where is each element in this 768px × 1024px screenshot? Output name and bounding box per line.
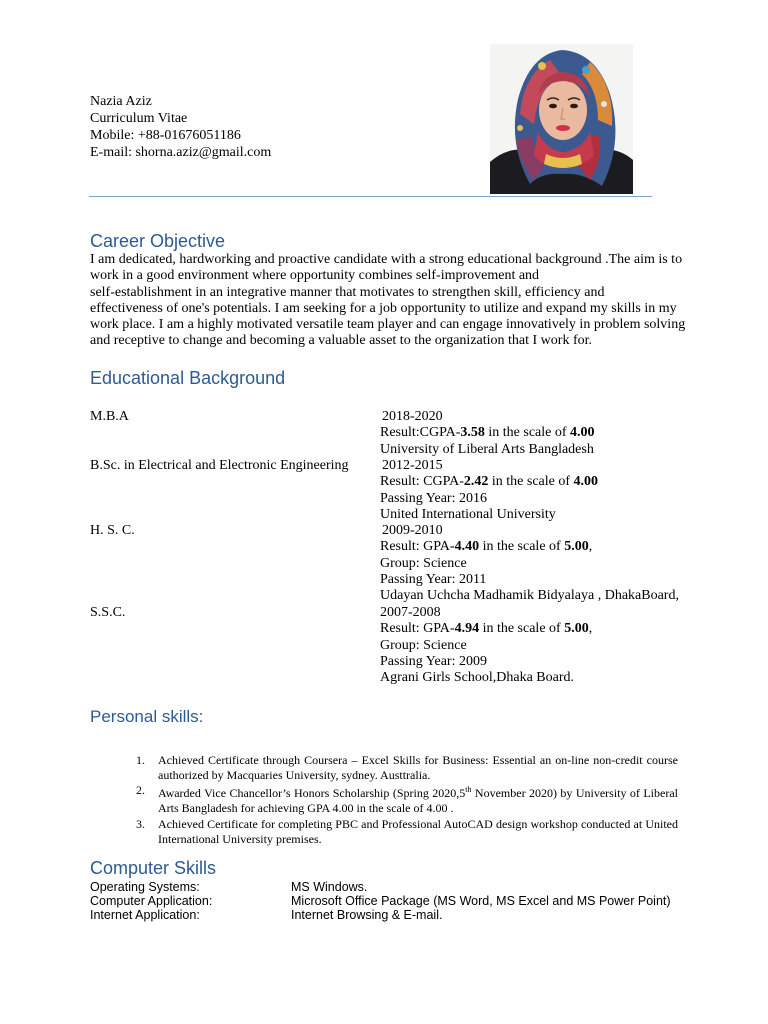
education-years: 2018-2020 [382,409,443,424]
career-objective-line: work in a good environment where opportunity combines self-improvement and [90,268,540,284]
personal-skills-heading: Personal skills: [90,707,204,726]
list-item-text-main: Achieved Certificate through Coursera – Excel Skills for Business: Essential an on-line non-credit course authorized by Macquaries University, sydney. Austtralia. [158,753,678,782]
computer-skill-value: Internet Browsing & E-mail. [291,908,443,922]
computer-skill-value: Microsoft Office Package (MS Word, MS Excel and MS Power Point) [291,894,671,908]
education-detail-line: Group: Science [380,555,467,571]
result-prefix: Result: CGPA- [380,474,464,490]
computer-skill-label: Computer Application: [90,894,213,908]
list-item [136,753,678,782]
education-detail-line: Passing Year: 2009 [380,653,487,669]
computer-skill-label: Internet Application: [90,908,200,922]
result-prefix: Result: GPA- [380,539,455,555]
result-value: 2.42 [463,474,489,490]
document-title: Curriculum Vitae [90,111,188,126]
list-item-text-main: Awarded Vice Chancellor’s Honors Scholarship (Spring 2020,5 [158,786,466,801]
list-item [136,783,678,815]
education-degree: B.Sc. in Electrical and Electronic Engineering [90,458,349,473]
result-value: 3.58 [460,425,485,441]
education-detail-line: University of Liberal Arts Bangladesh [380,441,594,457]
result-scale: 4.00 [573,474,599,490]
career-objective-line: effectiveness of one's potentials. I am seeking for a job opportunity to utilize and expand my skills in my [90,300,677,316]
education-result [380,621,592,637]
portrait-photo-illustration [490,44,633,194]
career-objective-text [90,252,686,350]
education-details [380,458,598,523]
personal-skills-list [136,753,678,847]
education-details [380,523,679,604]
computer-skills-heading: Computer Skills [90,858,217,878]
career-objective-line: self-establishment in an integrative manner that motivates to strengthen skill, efficiency and [90,284,605,300]
education-years: 2009-2010 [382,523,443,538]
computer-skill-value: MS Windows. [291,880,368,894]
education-years: 2012-2015 [382,458,443,473]
education-degree: H. S. C. [90,523,135,538]
list-item-number: 2. [136,783,145,798]
career-objective-line: I am dedicated, hardworking and proactive candidate with a strong educational background .The aim is to [90,252,683,267]
result-scale: 5.00 [564,621,589,637]
education-detail-line: Passing Year: 2016 [380,490,487,506]
list-item-number: 1. [136,753,145,767]
education-degree: S.S.C. [90,605,126,620]
education-detail-line: United International University [380,506,556,522]
list-item-text [158,817,678,846]
computer-skill-row [90,908,443,922]
result-scale: 5.00 [564,539,589,555]
result-prefix: Result: GPA- [380,621,455,637]
result-suffix: , [588,621,593,637]
education-detail-line: Udayan Uchcha Madhamik Bidyalaya , DhakaBoard, [380,588,679,604]
education-detail-line: Passing Year: 2011 [380,571,487,587]
applicant-name: Nazia Aziz [90,94,152,109]
portrait-photo [490,44,633,194]
result-value: 4.94 [454,621,480,637]
education-result [380,425,595,441]
education-details [380,605,592,686]
result-suffix: , [588,539,593,555]
education-years: 2007-2008 [380,605,441,620]
email-address: E-mail: shorna.aziz@gmail.com [90,145,272,160]
result-mid: in the scale of [479,621,565,637]
computer-skill-row [90,894,671,908]
education-result [380,539,679,555]
education-degree: M.B.A [90,409,129,424]
education-detail-line: Group: Science [380,637,467,653]
result-value: 4.40 [454,539,480,555]
career-objective-line: work place. I am a highly motivated versatile team player and can engage innovatively in problem solving [90,317,686,333]
education-heading: Educational Background [90,368,286,388]
result-mid: in the scale of [488,474,574,490]
education-detail-line: Agrani Girls School,Dhaka Board. [380,670,575,686]
mobile-number: Mobile: +88-01676051186 [90,128,241,143]
contact-block [90,93,271,161]
result-prefix: Result:CGPA- [380,425,461,441]
education-details [380,409,595,458]
list-item [136,817,678,846]
result-mid: in the scale of [479,539,565,555]
career-objective-heading: Career Objective [90,231,226,251]
result-scale: 4.00 [570,425,595,441]
list-item-number: 3. [136,816,145,831]
career-objective-line: and receptive to change and becoming a valuable asset to the organization that I work for. [90,333,593,349]
result-mid: in the scale of [484,425,571,441]
list-item-text [158,753,678,782]
computer-skill-label: Operating Systems: [90,880,200,894]
ordinal-superscript: th [465,785,472,795]
education-result [380,474,598,490]
list-item-text [158,783,678,815]
list-item-text-main: Achieved Certificate for completing PBC and Professional AutoCAD design workshop conducted at United International University premises. [158,816,678,846]
computer-skill-row [90,880,368,894]
list-item-text-rest: November 2020) by University of Liberal Arts Bangladesh for achieving GPA 4.00 in the scale of 4.00 . [158,786,678,816]
header-divider [89,196,652,197]
